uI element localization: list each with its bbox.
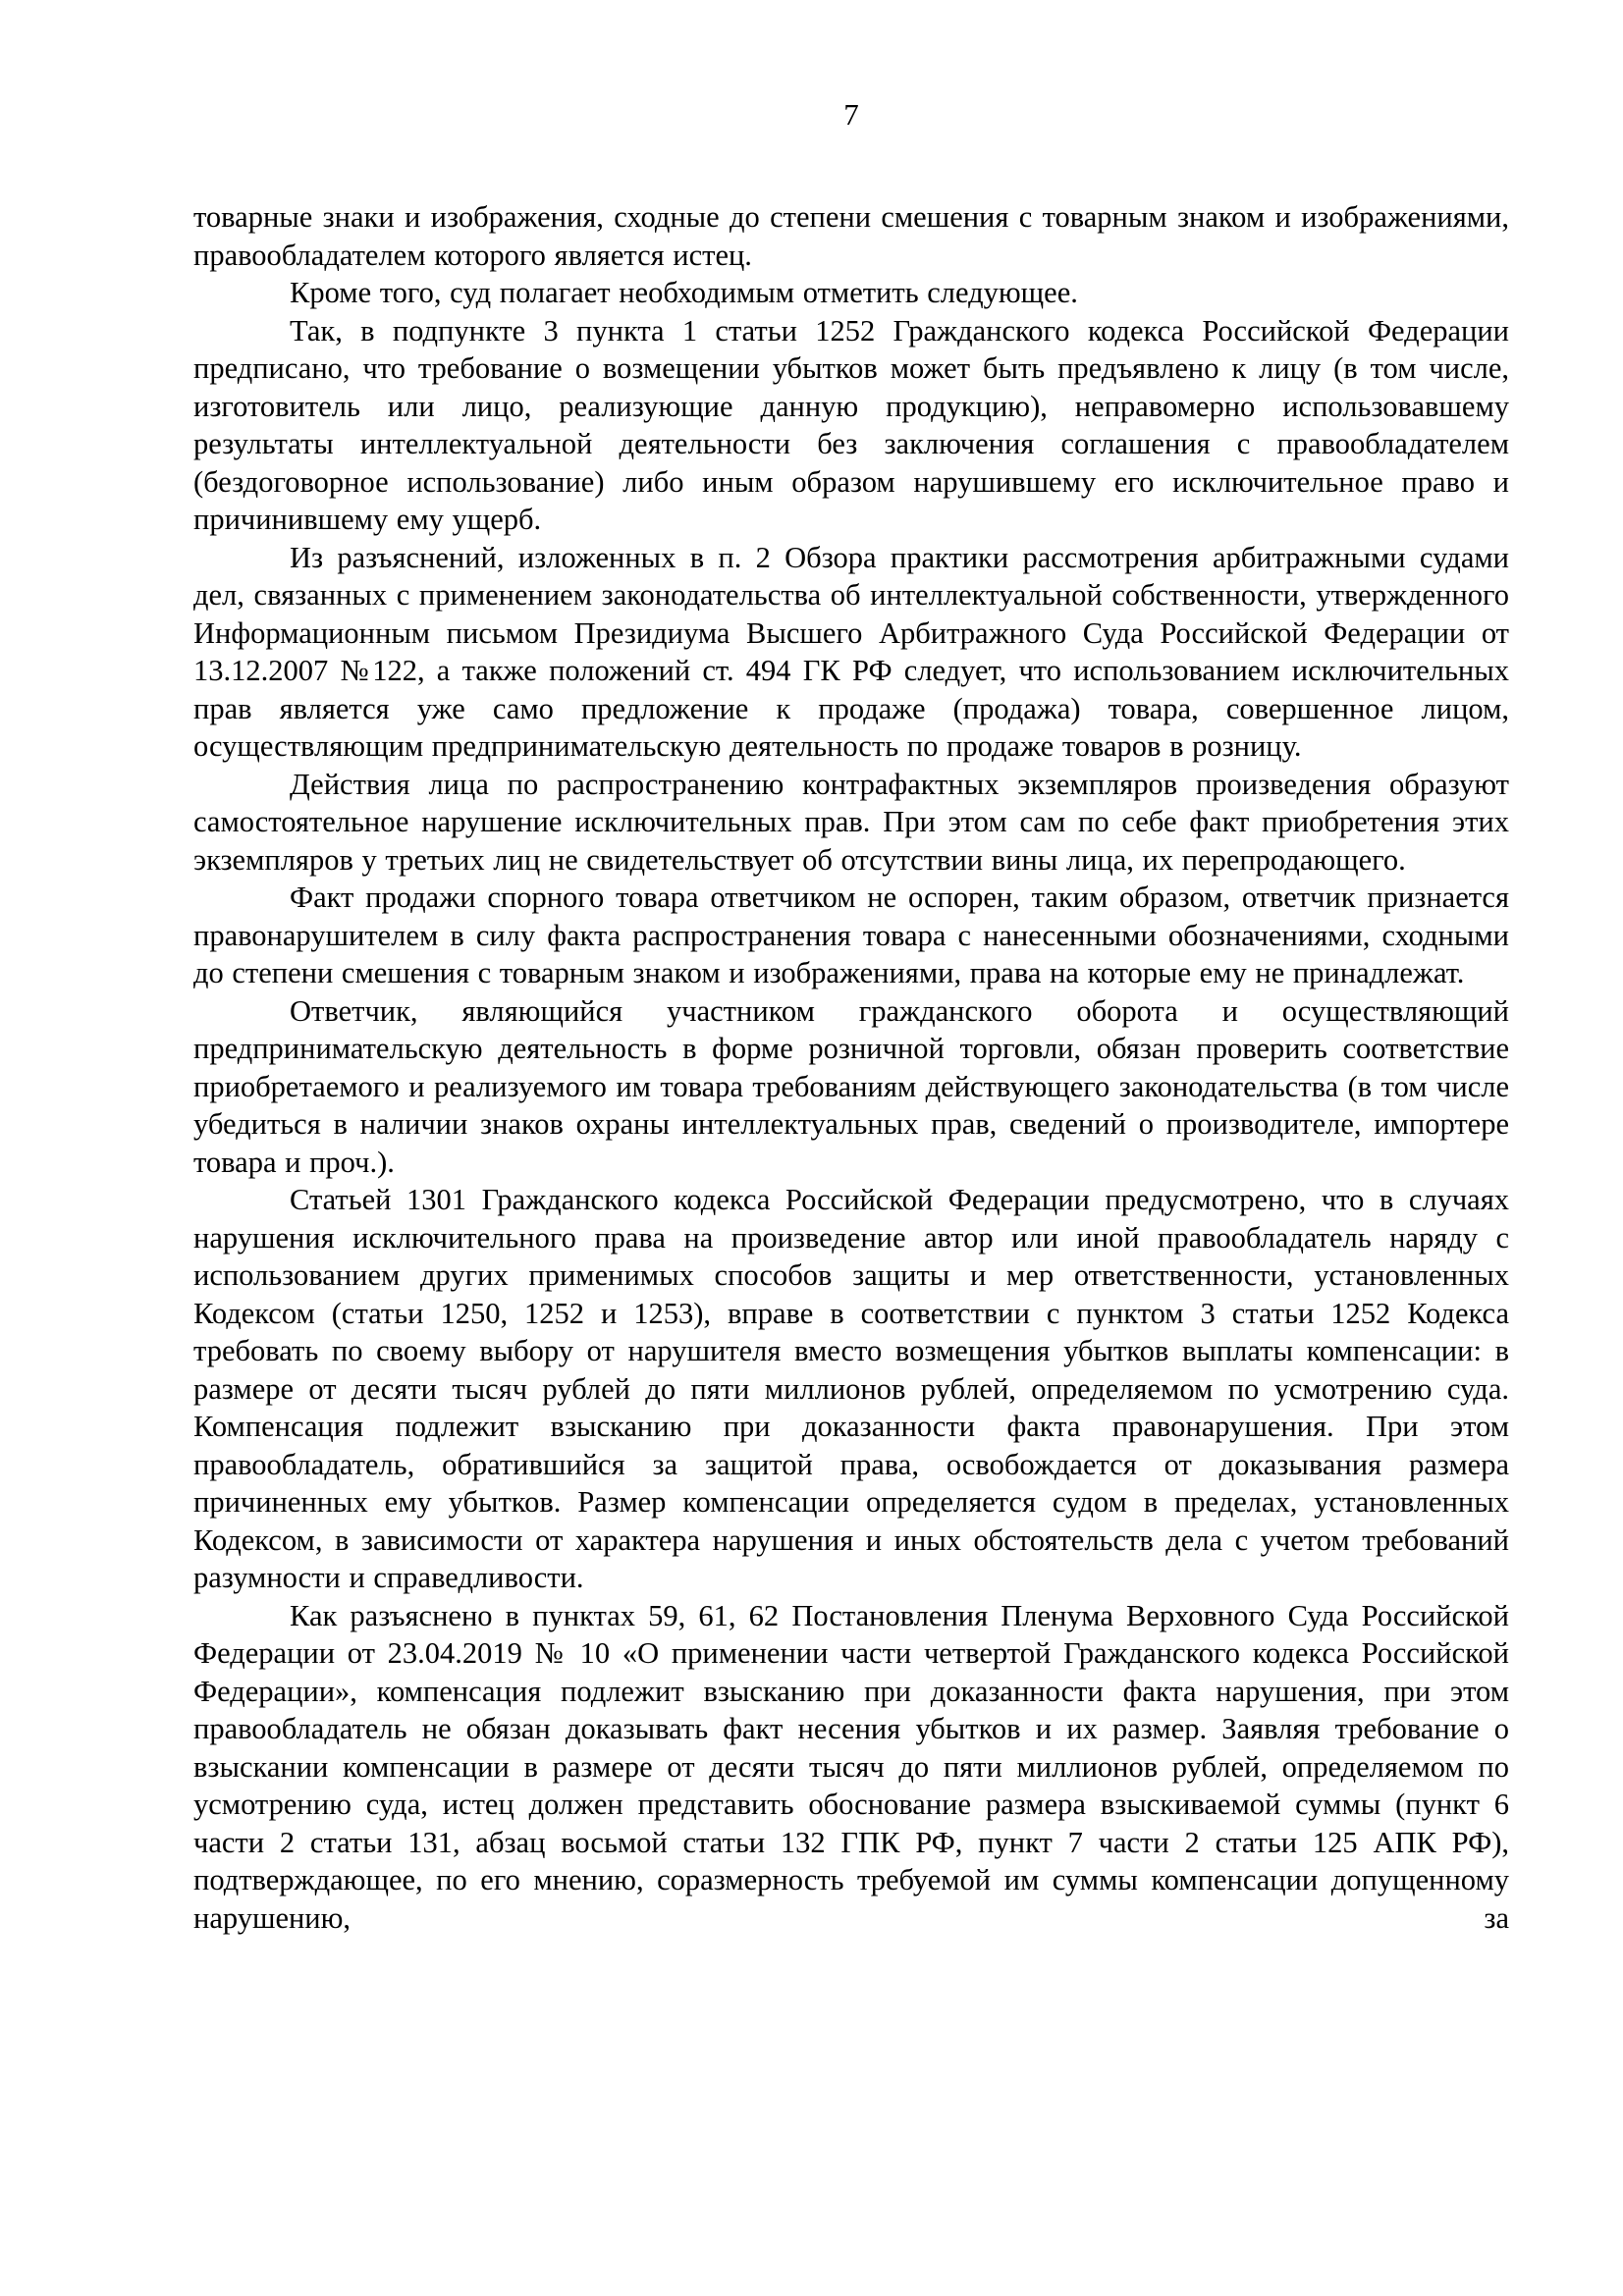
paragraph: Ответчик, являющийся участником гражданского оборота и осуществляющий предпринимательскую деятельность в форме розничной торговли, обязан проверить соответствие приобретаемого и реализуемого им товара требованиям действующего законодательства (в том числе убедиться в наличии знаков охраны интеллектуальных прав, сведений о производителе, импортере товара и проч.). [193,993,1509,1179]
paragraph: Действия лица по распространению контрафактных экземпляров произведения образуют самостоятельное нарушение исключительных прав. При этом сам по себе факт приобретения этих экземпляров у третьих лиц не свидетельствует об отсутствии вины лица, их перепродающего. [193,767,1509,877]
paragraph: Так, в подпункте 3 пункта 1 статьи 1252 Гражданского кодекса Российской Федерации предписано, что требование о возмещении убытков может быть предъявлено к лицу (в том числе, изготовитель или лицо, реализующие данную продукцию), неправомерно использовавшему результаты интеллектуальной деятельности без заключения соглашения с правообладателем (бездоговорное использование) либо иным образом нарушившему его исключительное право и причинившему ему ущерб. [193,313,1509,536]
page-number: 7 [843,97,859,132]
paragraph-continuation: товарные знаки и изображения, сходные до степени смешения с товарным знаком и изображениями, правообладателем которого является истец. [193,200,1509,272]
paragraph: Статьей 1301 Гражданского кодекса Российской Федерации предусмотрено, что в случаях нарушения исключительного права на произведение автор или иной правообладатель наряду с использованием других применимых способов защиты и мер ответственности, установленных Кодексом (статьи 1250, 1252 и 1253), вправе в соответствии с пунктом 3 статьи 1252 Кодекса требовать по своему выбору от нарушителя вместо возмещения убытков выплаты компенсации: в размере от десяти тысяч рублей до пяти миллионов рублей, определяемом по усмотрению суда. Компенсация подлежит взысканию при доказанности факта правонарушения. При этом правообладатель, обратившийся за защитой права, освобождается от доказывания размера причиненных ему убытков. Размер компенсации определяется судом в пределах, установленных Кодексом, в зависимости от характера нарушения и иных обстоятельств дела с учетом требований разумности и справедливости. [193,1183,1509,1594]
paragraph: Факт продажи спорного товара ответчиком не оспорен, таким образом, ответчик признается правонарушителем в силу факта распространения товара с нанесенными обозначениями, сходными до степени смешения с товарным знаком и изображениями, права на которые ему не принадлежат. [193,881,1509,989]
paragraph-unfinished: Как разъяснено в пунктах 59, 61, 62 Постановления Пленума Верховного Суда Российской Федерации от 23.04.2019 № 10 «О применении части четвертой Гражданского кодекса Российской Федерации», компенсация подлежит взысканию при доказанности факта нарушения, при этом правообладатель не обязан доказывать факт несения убытков и их размер. Заявляя требование о взыскании компенсации в размере от десяти тысяч до пяти миллионов рублей, определяемом по усмотрению суда, истец должен представить обоснование размера взыскиваемой суммы (пункт 6 части 2 статьи 131, абзац восьмой статьи 132 ГПК РФ, пункт 7 части 2 статьи 125 АПК РФ), подтверждающее, по его мнению, соразмерность требуемой им суммы компенсации допущенному нарушению, за [193,1598,1509,1935]
paragraph: Кроме того, суд полагает необходимым отметить следующее. [290,276,1078,309]
document-body [193,198,1509,1937]
paragraph: Из разъяснений, изложенных в п. 2 Обзора практики рассмотрения арбитражными судами дел, связанных с применением законодательства об интеллектуальной собственности, утвержденного Информационным письмом Президиума Высшего Арбитражного Суда Российской Федерации от 13.12.2007 №122, а также положений ст. 494 ГК РФ следует, что использованием исключительных прав является уже само предложение к продаже (продажа) товара, совершенное лицом, осуществляющим предпринимательскую деятельность по продаже товаров в розницу. [193,540,1509,763]
